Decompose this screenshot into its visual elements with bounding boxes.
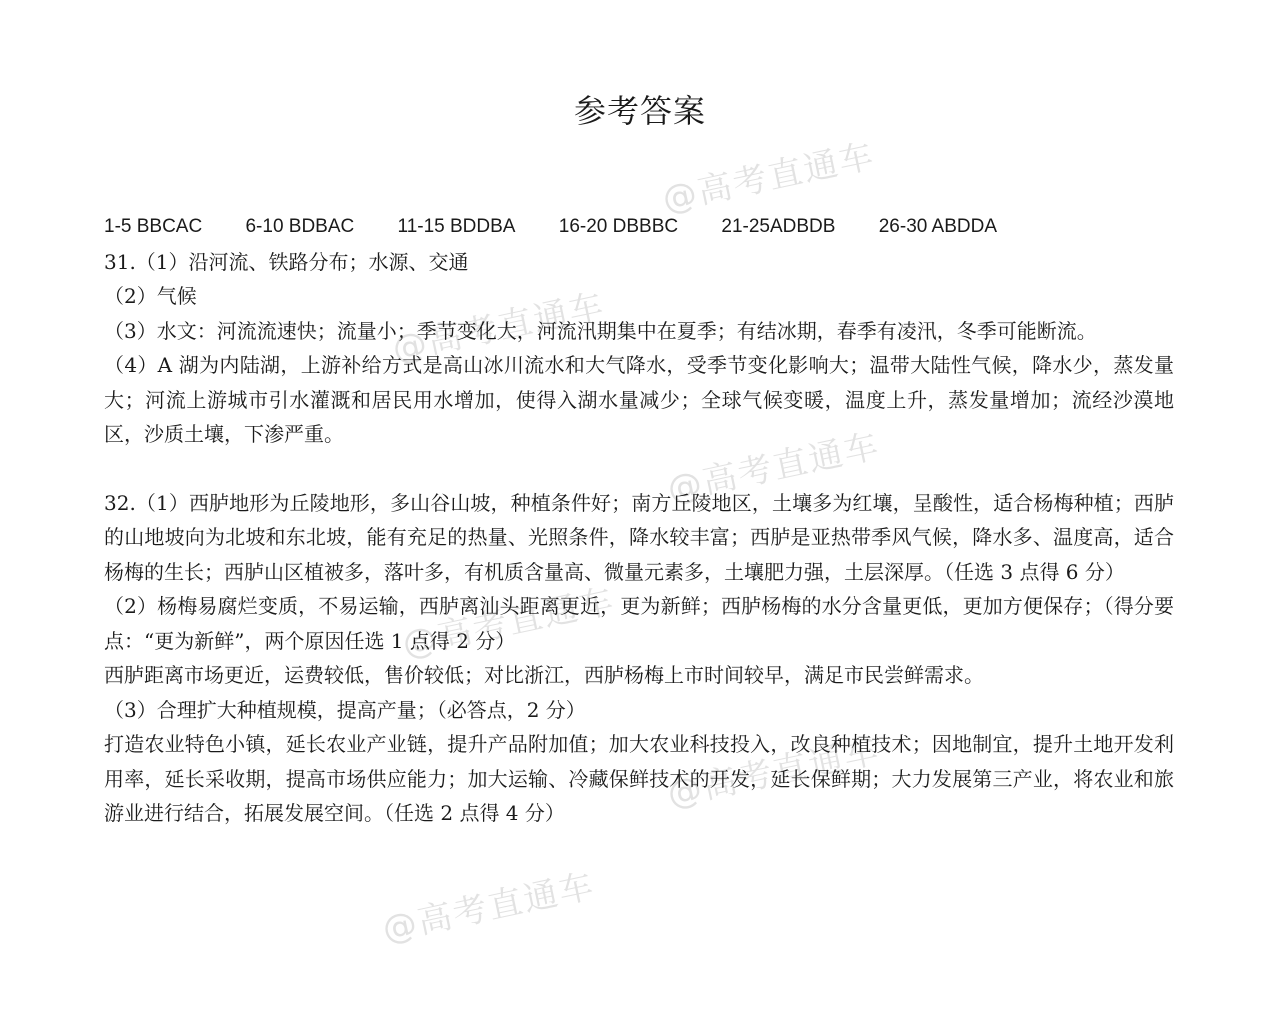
- q31-part1: 31.（1）沿河流、铁路分布；水源、交通: [104, 249, 469, 274]
- watermark: @高考直通车: [658, 135, 879, 220]
- watermark: @高考直通车: [663, 425, 884, 510]
- q32-part2: （2）杨梅易腐烂变质，不易运输，西胪离汕头距离更近，更为新鲜；西胪杨梅的水分含量更低，更加方便保存；（得分要点：“更为新鲜”，两个原因任选 1 点得 2 分）: [104, 594, 1174, 653]
- q32-part2-continued: 西胪距离市场更近，运费较低，售价较低；对比浙江，西胪杨梅上市时间较早，满足市民尝鲜需求。: [104, 663, 984, 687]
- q31-part4: （4）A 湖为内陆湖，上游补给方式是高山冰川流水和大气降水，受季节变化影响大；温带大陆性气候，降水少，蒸发量大；河流上游城市引水灌溉和居民用水增加，使得入湖水量减少；全球气候变暖，温度上升，蒸发量增加；流经沙漠地区，沙质土壤，下渗严重。: [104, 353, 1174, 446]
- mc-answer-group: 11-15 BDDBA: [397, 216, 516, 237]
- watermark: @高考直通车: [663, 730, 884, 815]
- mc-answer-group: 21-25ADBDB: [721, 216, 836, 237]
- watermark: @高考直通车: [398, 580, 619, 665]
- multiple-choice-answers: [104, 210, 1174, 245]
- watermark: @高考直通车: [388, 285, 609, 370]
- section-gap: [104, 452, 1174, 486]
- mc-answer-group: 1-5 BBCAC: [104, 216, 203, 237]
- q32-part3-continued: 打造农业特色小镇，延长农业产业链，提升产品附加值；加大农业科技投入，改良种植技术；因地制宜，提升土地开发利用率，延长采收期，提高市场供应能力；加大运输、冷藏保鲜技术的开发，延长保鲜期；大力发展第三产业，将农业和旅游业进行结合，拓展发展空间。（任选 2 点得 4 分）: [104, 732, 1174, 825]
- mc-answer-group: 6-10 BDBAC: [245, 216, 355, 237]
- mc-answer-group: 16-20 DBBBC: [558, 216, 679, 237]
- q32-part1: 32.（1）西胪地形为丘陵地形，多山谷山坡，种植条件好；南方丘陵地区，土壤多为红壤，呈酸性，适合杨梅种植；西胪的山地坡向为北坡和东北坡，能有充足的热量、光照条件，降水较丰富；西胪是亚热带季风气候，降水多、温度高，适合杨梅的生长；西胪山区植被多，落叶多，有机质含量高、微量元素多，土壤肥力强，土层深厚。（任选 3 点得 6 分）: [104, 490, 1174, 584]
- q32-part3: （3）合理扩大种植规模，提高产量；（必答点，2 分）: [104, 697, 586, 722]
- page-title: 参考答案: [573, 92, 706, 130]
- q31-part2: （2）气候: [104, 284, 197, 308]
- answer-content: [104, 210, 1174, 831]
- watermark: @高考直通车: [378, 865, 599, 950]
- q31-part3: （3）水文：河流流速快；流量小；季节变化大，河流汛期集中在夏季；有结冰期，春季有凌汛，冬季可能断流。: [104, 318, 1097, 343]
- mc-answer-group: 26-30 ABDDA: [878, 216, 998, 237]
